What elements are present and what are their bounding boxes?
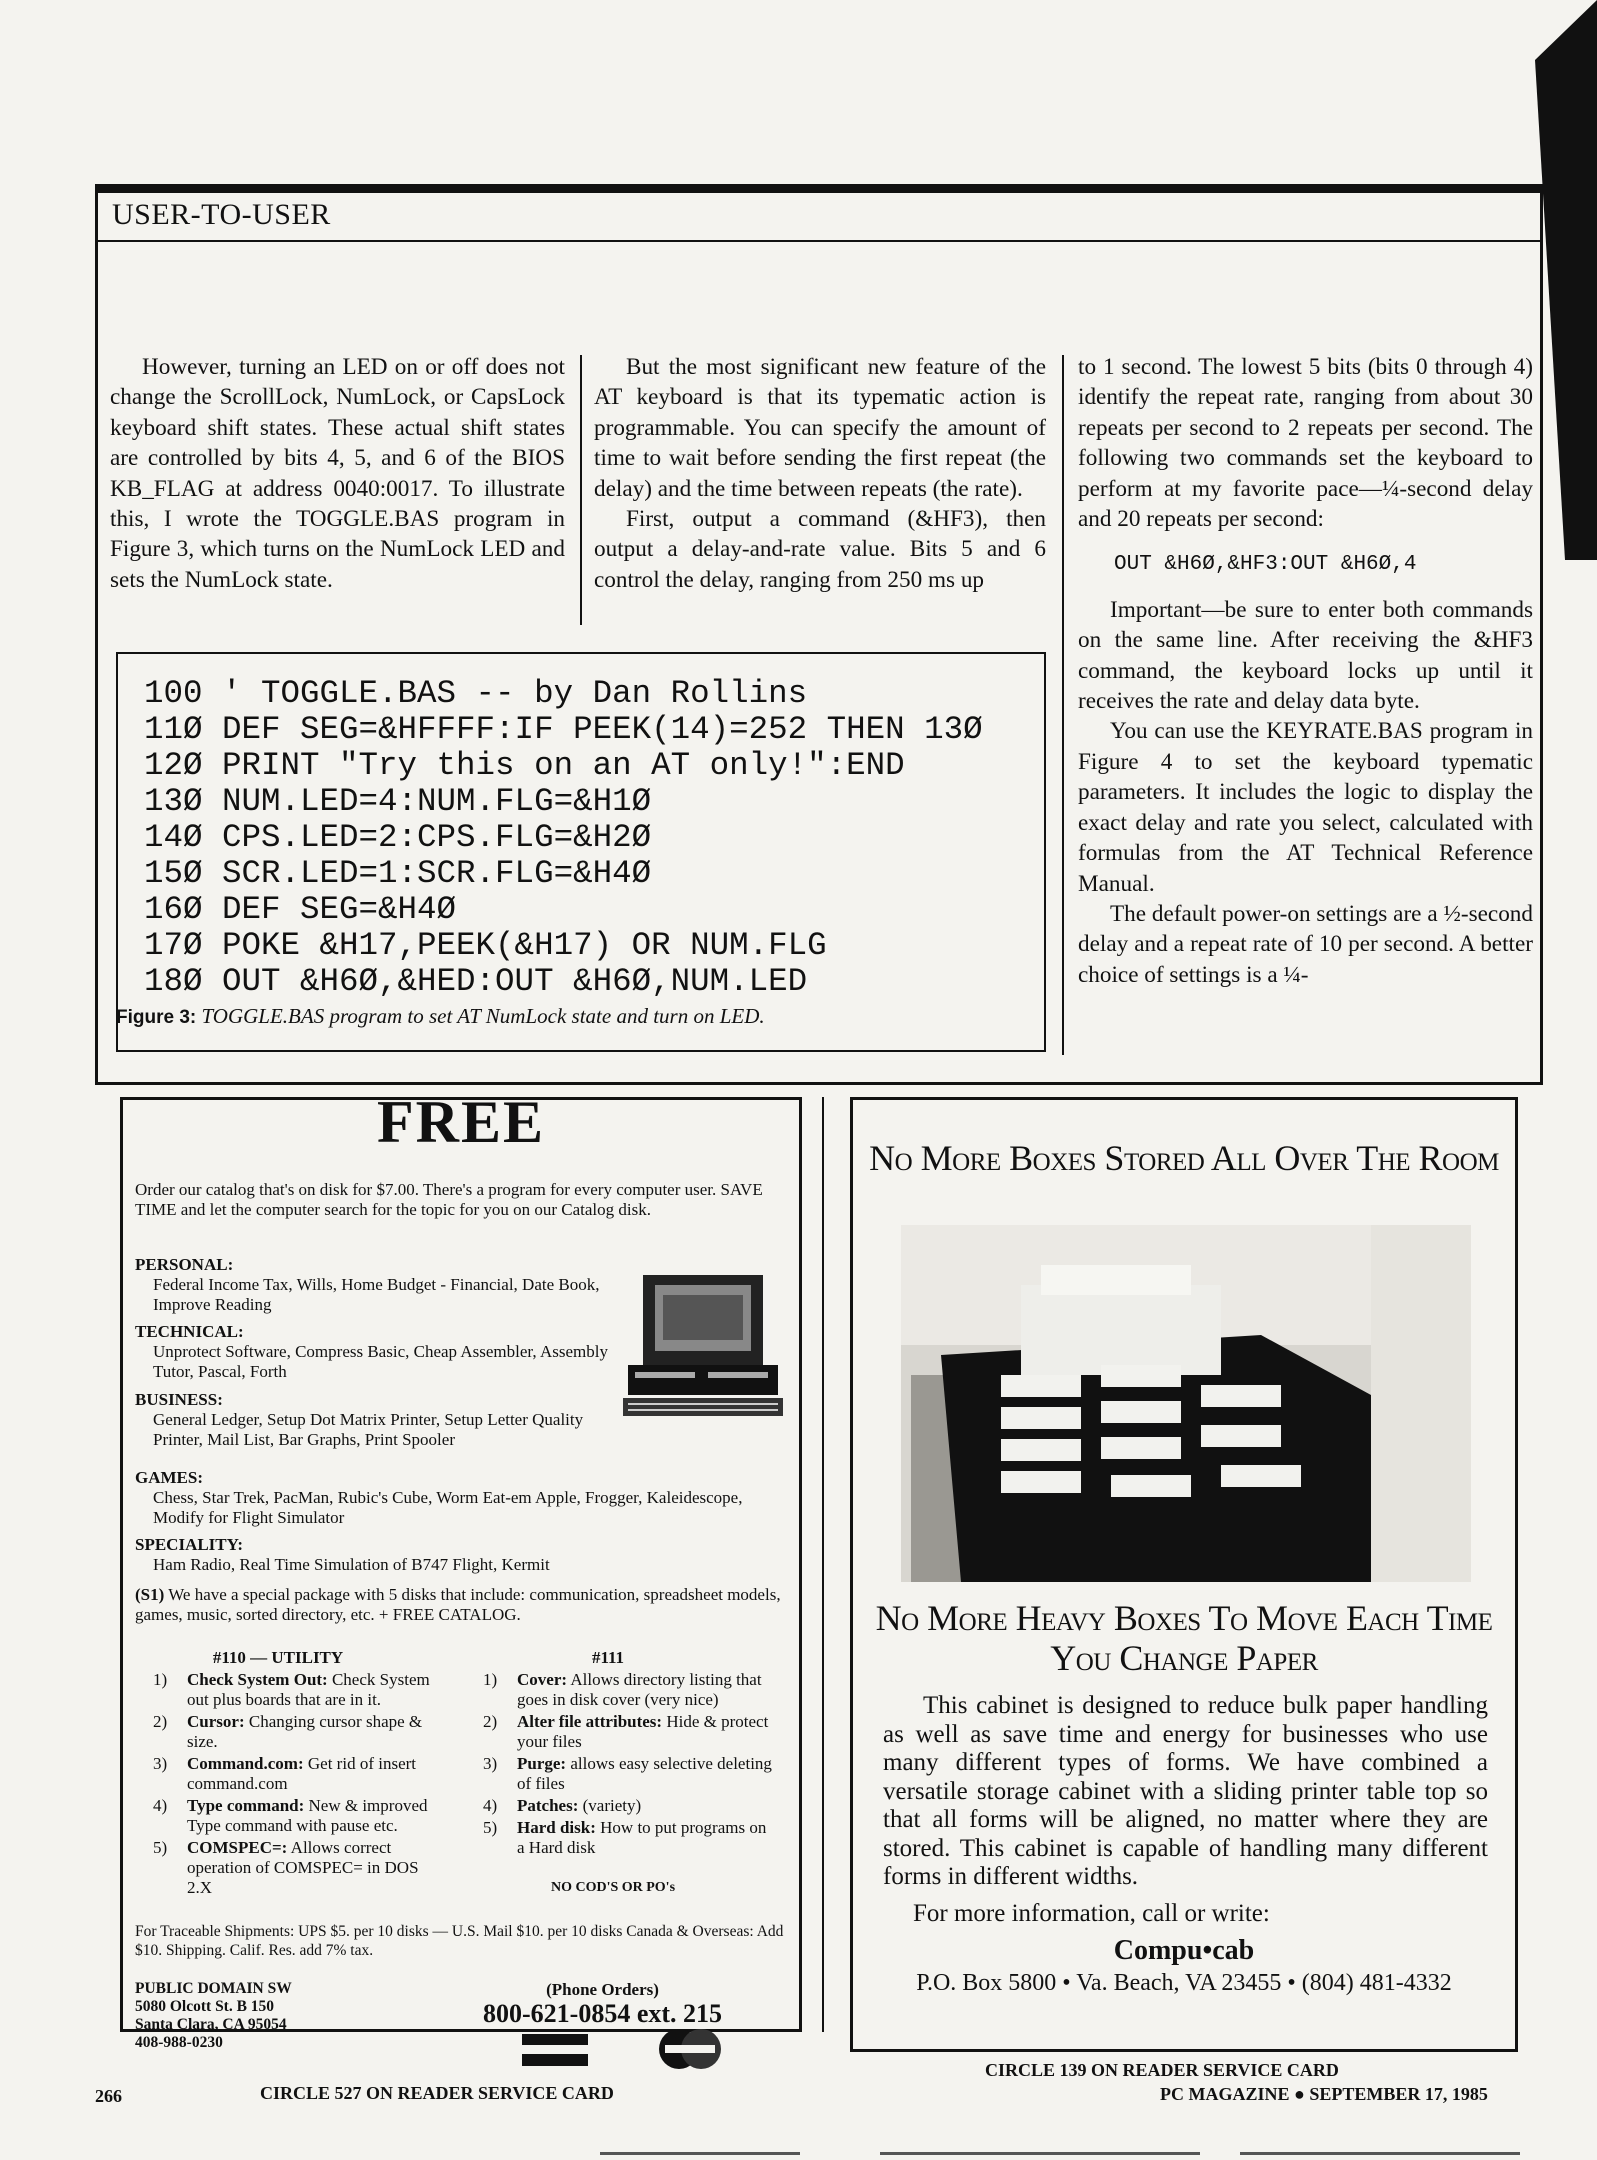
phone-number: 800-621-0854 ext. 215 bbox=[483, 1999, 723, 2028]
special-text: We have a special package with 5 disks that include: communication, spreadsheet models, games, music, sorted directory, etc. + FREE CATALOG. bbox=[135, 1585, 781, 1624]
article-column-2 bbox=[594, 352, 1046, 595]
figure-caption bbox=[116, 1004, 765, 1029]
item-name: Check System Out: bbox=[187, 1670, 328, 1689]
vendor-address bbox=[135, 1980, 292, 2052]
category-business: BUSINESS: bbox=[135, 1390, 223, 1409]
code-line: 15Ø SCR.LED=1:SCR.FLG=&H4Ø bbox=[144, 855, 652, 892]
category-personal: PERSONAL: bbox=[135, 1255, 234, 1274]
ad1-headline: FREE bbox=[376, 1089, 546, 1155]
item-name: Command.com: bbox=[187, 1754, 304, 1773]
category-business-text: General Ledger, Setup Dot Matrix Printer, Setup Letter Quality Printer, Mail List, Bar Graphs, Print Spooler bbox=[153, 1410, 584, 1449]
ad2-headline-1: No More Boxes Stored All Over The Room bbox=[869, 1138, 1499, 1178]
list1-title: #110 — UTILITY bbox=[212, 1648, 344, 1667]
item-text: New & improved Type command with pause etc. bbox=[187, 1796, 428, 1835]
code-line: 17Ø POKE &H17,PEEK(&H17) OR NUM.FLG bbox=[144, 927, 827, 964]
list-item bbox=[483, 1818, 773, 1858]
address-line: Santa Clara, CA 95054 bbox=[135, 2016, 287, 2033]
code-line: 100 ' TOGGLE.BAS -- by Dan Rollins bbox=[144, 675, 808, 712]
col2-paragraph-2: First, output a command (&HF3), then output a delay-and-rate value. Bits 5 and 6 control the delay, ranging from 250 ms up bbox=[594, 506, 1046, 593]
article-column-3 bbox=[1078, 352, 1533, 990]
address-line: 408-988-0230 bbox=[135, 2034, 223, 2051]
category-technical: TECHNICAL: bbox=[135, 1322, 244, 1341]
special-package bbox=[135, 1585, 785, 1625]
item-number: 1) bbox=[483, 1670, 498, 1689]
col3-paragraph-4: The default power-on settings are a ½-second delay and a repeat rate of 10 per second. A better choice of settings is a ¼- bbox=[1078, 900, 1533, 988]
ad2-body: This cabinet is designed to reduce bulk paper handling as well as save time and energy for businesses who use many different types of forms. We have combined a versatile storage cabinet with a sliding printer table top so that all forms will be aligned, no matter where they are stored. This cabinet is capable of handling many different forms in different widths. bbox=[883, 1692, 1488, 1890]
item-text: How to put programs on a Hard disk bbox=[517, 1818, 767, 1857]
caption-text: TOGGLE.BAS program to set AT NumLock state and turn on LED. bbox=[201, 1004, 765, 1028]
list-item bbox=[153, 1754, 443, 1794]
list-item bbox=[483, 1796, 773, 1816]
col1-paragraph: However, turning an LED on or off does not change the ScrollLock, NumLock, or CapsLock keyboard shift states. These actual shift states are controlled by bits 4, 5, and 6 of the BIOS KB_FLAG at address 0040:0017. To illustrate this, I wrote the TOGGLE.BAS program in Figure 3, which turns on the NumLock LED and sets the NumLock state. bbox=[110, 354, 565, 593]
item-number: 4) bbox=[483, 1796, 498, 1815]
list-item bbox=[483, 1670, 773, 1710]
ad2-headline-2: No More Heavy Boxes To Move Each Time You Change Paper bbox=[875, 1598, 1493, 1678]
item-number: 3) bbox=[483, 1754, 498, 1773]
item-number: 1) bbox=[153, 1670, 168, 1689]
code-line: 14Ø CPS.LED=2:CPS.FLG=&H2Ø bbox=[144, 819, 652, 856]
code-line: 13Ø NUM.LED=4:NUM.FLG=&H1Ø bbox=[144, 783, 652, 820]
code-listing bbox=[144, 676, 983, 1000]
ad2-brand: Compu•cab bbox=[1113, 1935, 1255, 1966]
item-name: Hard disk: bbox=[517, 1818, 596, 1837]
col3-paragraph-1: to 1 second. The lowest 5 bits (bits 0 through 4) identify the repeat rate, ranging from about 30 repeats per second to 2 repeats per second. The following two commands set the keyboard to perform at my favorite pace—¼-second delay and 20 repeats per second: bbox=[1078, 354, 1533, 533]
item-text: Get rid of insert command.com bbox=[187, 1754, 416, 1793]
item-name: Type command: bbox=[187, 1796, 305, 1815]
col3-paragraph-2: Important—be sure to enter both commands on the same line. After receiving the &HF3 command, the keyboard locks up until it receives the rate and delay data byte. bbox=[1078, 596, 1533, 715]
ad-public-domain-sw bbox=[120, 1089, 802, 2051]
header-rule bbox=[95, 240, 1543, 242]
list-item bbox=[153, 1838, 443, 1898]
reader-service-139: CIRCLE 139 ON READER SERVICE CARD bbox=[985, 2060, 1339, 2080]
item-text: Check System out plus boards that are in it. bbox=[187, 1670, 430, 1709]
item-text: allows easy selective deleting of files bbox=[517, 1754, 772, 1793]
list-item bbox=[483, 1754, 773, 1794]
item-name: COMSPEC=: bbox=[187, 1838, 288, 1857]
code-line: 16Ø DEF SEG=&H4Ø bbox=[144, 891, 457, 928]
code-line: 18Ø OUT &H6Ø,&HED:OUT &H6Ø,NUM.LED bbox=[144, 963, 808, 1000]
category-technical-text: Unprotect Software, Compress Basic, Cheap Assembler, Assembly Tutor, Pascal, Forth bbox=[153, 1342, 608, 1381]
list-item bbox=[153, 1670, 443, 1710]
ad2-address: P.O. Box 5800 • Va. Beach, VA 23455 • (804) 481-4332 bbox=[916, 1970, 1452, 1996]
item-text: Allows correct operation of COMSPEC= in DOS 2.X bbox=[187, 1838, 419, 1897]
item-name: Cover: bbox=[517, 1670, 568, 1689]
item-name: Purge: bbox=[517, 1754, 567, 1773]
item-name: Alter file attributes: bbox=[517, 1712, 663, 1731]
no-cod-notice: NO COD'S OR PO's bbox=[550, 1880, 676, 1895]
magazine-footer: PC MAGAZINE ● SEPTEMBER 17, 1985 bbox=[1160, 2084, 1488, 2104]
shipping-info: For Traceable Shipments: UPS $5. per 10 disks — U.S. Mail $10. per 10 disks Canada & Overseas: Add $10. Shipping. Calif. Res. add 7% tax. bbox=[135, 1923, 784, 1959]
article-column-1 bbox=[110, 352, 565, 595]
item-text: Allows directory listing that goes in disk cover (very nice) bbox=[517, 1670, 762, 1709]
item-number: 4) bbox=[153, 1796, 168, 1815]
section-title: USER-TO-USER bbox=[112, 198, 331, 231]
page-edge-wedge bbox=[1535, 0, 1597, 560]
item-text: (variety) bbox=[582, 1796, 642, 1815]
mastercard-icon bbox=[655, 2026, 725, 2072]
list-111 bbox=[483, 1670, 773, 1860]
item-number: 2) bbox=[483, 1712, 498, 1731]
caption-label: Figure 3: bbox=[116, 1007, 197, 1028]
item-name: Patches: bbox=[517, 1796, 579, 1815]
category-games: GAMES: bbox=[135, 1468, 203, 1487]
utility-list bbox=[153, 1670, 443, 1900]
column-divider bbox=[580, 355, 582, 625]
col2-paragraph-1: But the most significant new feature of the AT keyboard is that its typematic action is programmable. You can specify the amount of time to wait before sending the first repeat (the delay) and the time between repeats (the rate). bbox=[594, 354, 1046, 502]
computer-illustration bbox=[623, 1270, 783, 1420]
ad-divider bbox=[822, 1097, 824, 2032]
code-line: 12Ø PRINT "Try this on an AT only!":END bbox=[144, 747, 905, 784]
address-line: 5080 Olcott St. B 150 bbox=[135, 1998, 275, 2015]
cabinet-photo bbox=[901, 1225, 1471, 1582]
phone-label: (Phone Orders) bbox=[546, 1980, 659, 1999]
item-number: 3) bbox=[153, 1754, 168, 1773]
list-item bbox=[153, 1796, 443, 1836]
figure-3 bbox=[116, 652, 1046, 1052]
item-number: 5) bbox=[153, 1838, 168, 1857]
visa-card-icon bbox=[520, 2030, 590, 2070]
page-number: 266 bbox=[95, 2086, 122, 2106]
ad2-contact-prompt: For more information, call or write: bbox=[913, 1900, 1270, 1927]
category-speciality: SPECIALITY: bbox=[135, 1535, 244, 1554]
item-number: 5) bbox=[483, 1818, 498, 1837]
special-label: (S1) bbox=[135, 1585, 165, 1604]
phone-orders bbox=[483, 1980, 722, 2028]
item-number: 2) bbox=[153, 1712, 168, 1731]
category-personal-text: Federal Income Tax, Wills, Home Budget - Financial, Date Book, Improve Reading bbox=[153, 1275, 600, 1314]
inline-code: OUT &H6Ø,&HF3:OUT &H6Ø,4 bbox=[1114, 553, 1417, 577]
code-line: 11Ø DEF SEG=&HFFFF:IF PEEK(14)=252 THEN 13Ø bbox=[144, 711, 983, 748]
ad-compu-cab bbox=[850, 1097, 1518, 2052]
reader-service-527: CIRCLE 527 ON READER SERVICE CARD bbox=[260, 2083, 614, 2103]
col3-paragraph-3: You can use the KEYRATE.BAS program in Figure 4 to set the keyboard typematic parameters. It includes the logic to display the exact delay and rate you select, calculated with formulas from the AT Technical Reference Manual. bbox=[1078, 718, 1533, 897]
list-item bbox=[483, 1712, 773, 1752]
ad1-intro: Order our catalog that's on disk for $7.00. There's a program for every computer user. SAVE TIME and let the computer search for the topic for you on our Catalog disk. bbox=[135, 1180, 763, 1219]
category-games-text: Chess, Star Trek, PacMan, Rubic's Cube, Worm Eat-em Apple, Frogger, Kaleidescope, Modify for Flight Simulator bbox=[153, 1488, 743, 1527]
column-divider bbox=[1062, 355, 1064, 1055]
list-item bbox=[153, 1712, 443, 1752]
list2-title: #111 bbox=[591, 1648, 625, 1667]
item-text: Hide & protect your files bbox=[517, 1712, 769, 1751]
category-speciality-text: Ham Radio, Real Time Simulation of B747 Flight, Kermit bbox=[153, 1555, 550, 1574]
item-text: Changing cursor shape & size. bbox=[187, 1712, 423, 1751]
address-line: PUBLIC DOMAIN SW bbox=[135, 1980, 292, 1997]
bottom-rules bbox=[600, 2150, 1597, 2160]
item-name: Cursor: bbox=[187, 1712, 245, 1731]
